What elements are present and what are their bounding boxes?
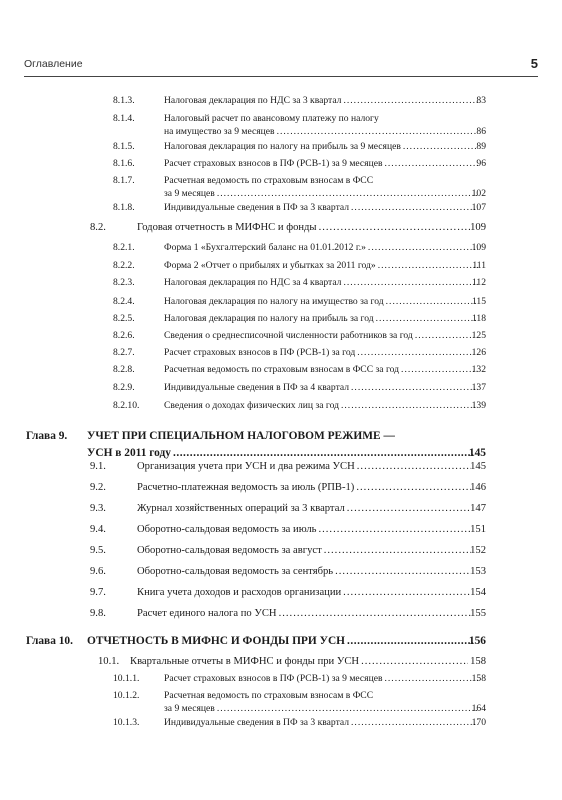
entry-number: 9.5. xyxy=(90,545,106,556)
entry-page-number: 89 xyxy=(476,141,486,152)
entry-number: 10.1.3. xyxy=(113,717,140,728)
entry-title-line: Индивидуальные сведения в ПФ за 4 квартал xyxy=(164,382,350,393)
dot-leader xyxy=(173,447,475,459)
dot-leader xyxy=(356,482,471,493)
entry-page-number: 102 xyxy=(471,188,486,199)
entry-page-number: 147 xyxy=(470,503,486,514)
dot-leader xyxy=(361,656,468,667)
entry-title xyxy=(164,673,480,686)
dot-leader xyxy=(279,608,471,619)
entry-title xyxy=(87,430,477,464)
entry-page-number: 112 xyxy=(471,277,486,288)
entry-page-number: 155 xyxy=(470,608,486,619)
entry-number: 8.2.7. xyxy=(113,347,135,358)
entry-number: 9.7. xyxy=(90,587,106,598)
entry-title-line: Журнал хозяйственных операций за 3 квартал xyxy=(137,503,345,514)
entry-number: 8.2.9. xyxy=(113,382,135,393)
entry-title-line: ОТЧЕТНОСТЬ В МИФНС И ФОНДЫ ПРИ УСН xyxy=(87,635,346,647)
entry-title-line: Форма 1 «Бухгалтерский баланс на 01.01.2012 г.» xyxy=(164,242,366,253)
entry-title xyxy=(164,202,480,215)
entry-number: 8.2.10. xyxy=(113,400,140,411)
dot-leader xyxy=(347,503,471,514)
entry-page-number: 96 xyxy=(476,158,486,169)
entry-title-line: УСН в 2011 году xyxy=(87,447,172,459)
entry-title-line: на имущество за 9 месяцев xyxy=(164,126,275,137)
entry-title xyxy=(164,260,480,273)
entry-title xyxy=(164,690,480,716)
entry-page-number: 146 xyxy=(470,482,486,493)
entry-number: 8.2.5. xyxy=(113,313,135,324)
entry-title-line: Книга учета доходов и расходов организации xyxy=(137,587,342,598)
entry-title-line: Налоговая декларация по налогу на прибыль за год xyxy=(164,313,374,324)
entry-title xyxy=(87,635,477,652)
entry-title xyxy=(137,503,473,517)
dot-leader xyxy=(357,461,471,472)
entry-title-line: Сведения о доходах физических лиц за год xyxy=(164,400,339,411)
entry-number: 8.1.8. xyxy=(113,202,135,213)
entry-number: 8.1.7. xyxy=(113,175,135,186)
entry-title-line: Сведения о среднесписочной численности работников за год xyxy=(164,330,413,341)
entry-title xyxy=(164,277,480,290)
entry-number: 8.2.4. xyxy=(113,296,135,307)
entry-title-line: Расчетно-платежная ведомость за июль (РПВ-1) xyxy=(137,482,355,493)
entry-title xyxy=(137,545,473,559)
entry-title xyxy=(137,461,473,475)
dot-leader xyxy=(217,188,478,199)
dot-leader xyxy=(217,703,478,714)
entry-title-line: Налоговая декларация по налогу на прибыль за 9 месяцев xyxy=(164,141,401,152)
entry-title-line: Оборотно-сальдовая ведомость за август xyxy=(137,545,322,556)
entry-title xyxy=(137,608,473,622)
entry-number: 10.1. xyxy=(98,656,120,667)
entry-title-line: Налоговая декларация по НДС за 4 квартал xyxy=(164,277,342,288)
entry-page-number: 126 xyxy=(471,347,486,358)
entry-title xyxy=(164,158,480,171)
entry-page-number: 132 xyxy=(471,364,486,375)
entry-title xyxy=(164,175,480,201)
entry-title-line: Оборотно-сальдовая ведомость за сентябрь xyxy=(137,566,334,577)
entry-title xyxy=(164,95,480,108)
dot-leader xyxy=(343,587,471,598)
entry-number: 8.2.8. xyxy=(113,364,135,375)
entry-title-line: Расчет единого налога по УСН xyxy=(137,608,277,619)
entry-number: 8.1.3. xyxy=(113,95,135,106)
entry-page-number: 158 xyxy=(470,656,486,667)
entry-number: 8.1.5. xyxy=(113,141,135,152)
entry-page-number: 83 xyxy=(476,95,486,106)
entry-title xyxy=(164,313,480,326)
entry-title xyxy=(137,482,473,496)
entry-title xyxy=(164,717,480,730)
entry-title xyxy=(164,113,480,139)
entry-title xyxy=(164,296,480,309)
entry-title-line: Расчетная ведомость по страховым взносам в ФСС xyxy=(164,690,374,701)
entry-number: 8.2.2. xyxy=(113,260,135,271)
entry-number: 8.2.3. xyxy=(113,277,135,288)
entry-page-number: 153 xyxy=(470,566,486,577)
entry-page-number: 145 xyxy=(468,447,486,459)
entry-page-number: 151 xyxy=(470,524,486,535)
entry-number: Глава 10. xyxy=(26,635,73,647)
entry-page-number: 139 xyxy=(471,400,486,411)
entry-title xyxy=(137,524,473,538)
entry-page-number: 164 xyxy=(471,703,486,714)
entry-title xyxy=(137,222,473,236)
entry-title-line: за 9 месяцев xyxy=(164,188,215,199)
entry-page-number: 170 xyxy=(471,717,486,728)
entry-page-number: 145 xyxy=(470,461,486,472)
entry-title-line: Форма 2 «Отчет о прибылях и убытках за 2011 год» xyxy=(164,260,376,271)
dot-leader xyxy=(277,126,478,137)
entry-number: 10.1.1. xyxy=(113,673,140,684)
entry-number: 9.1. xyxy=(90,461,106,472)
entry-page-number: 125 xyxy=(471,330,486,341)
entry-title xyxy=(137,566,473,580)
entry-title-line: УЧЕТ ПРИ СПЕЦИАЛЬНОМ НАЛОГОВОМ РЕЖИМЕ — xyxy=(87,430,395,442)
entry-title-line: Налоговая декларация по НДС за 3 квартал xyxy=(164,95,342,106)
entry-page-number: 115 xyxy=(471,296,486,307)
entry-number: 8.2.6. xyxy=(113,330,135,341)
entry-page-number: 111 xyxy=(472,260,486,271)
entry-title-line: Расчет страховых взносов в ПФ (РСВ-1) за 9 месяцев xyxy=(164,158,383,169)
entry-page-number: 158 xyxy=(471,673,486,684)
entry-title-line: Организация учета при УСН и два режима УСН xyxy=(137,461,355,472)
entry-title-line: Оборотно-сальдовая ведомость за июль xyxy=(137,524,317,535)
entry-page-number: 109 xyxy=(471,242,486,253)
entry-number: 8.2. xyxy=(90,222,106,233)
entry-title xyxy=(137,587,473,601)
entry-number: 8.1.6. xyxy=(113,158,135,169)
entry-title xyxy=(164,382,480,395)
entry-number: 8.1.4. xyxy=(113,113,135,124)
dot-leader xyxy=(335,566,471,577)
entry-title-line: за 9 месяцев xyxy=(164,703,215,714)
entry-number: 9.4. xyxy=(90,524,106,535)
entry-number: Глава 9. xyxy=(26,430,68,442)
entry-title-line: Налоговая декларация по налогу на имущество за год xyxy=(164,296,384,307)
section-title: Оглавление xyxy=(24,58,83,70)
entry-page-number: 137 xyxy=(471,382,486,393)
entry-number: 9.6. xyxy=(90,566,106,577)
entry-title-line: Индивидуальные сведения в ПФ за 3 квартал xyxy=(164,202,350,213)
entry-page-number: 118 xyxy=(471,313,486,324)
page-number: 5 xyxy=(530,56,538,71)
entry-title xyxy=(164,242,480,255)
entry-title xyxy=(164,400,480,413)
entry-number: 8.2.1. xyxy=(113,242,135,253)
entry-page-number: 107 xyxy=(471,202,486,213)
entry-number: 9.8. xyxy=(90,608,106,619)
dot-leader xyxy=(318,524,471,535)
dot-leader xyxy=(324,545,471,556)
entry-title xyxy=(130,656,470,670)
entry-title-line: Расчет страховых взносов в ПФ (РСВ-1) за год xyxy=(164,347,356,358)
entry-number: 9.2. xyxy=(90,482,106,493)
entry-page-number: 109 xyxy=(470,222,486,233)
entry-title-line: Налоговый расчет по авансовому платежу по налогу xyxy=(164,113,379,124)
entry-title-line: Годовая отчетность в МИФНС и фонды xyxy=(137,222,317,233)
entry-title xyxy=(164,364,480,377)
entry-page-number: 152 xyxy=(470,545,486,556)
entry-page-number: 154 xyxy=(470,587,486,598)
entry-page-number: 156 xyxy=(468,635,486,647)
entry-title-line: Расчетная ведомость по страховым взносам в ФСС xyxy=(164,175,374,186)
entry-title xyxy=(164,347,480,360)
entry-number: 10.1.2. xyxy=(113,690,140,701)
dot-leader xyxy=(319,222,471,233)
entry-title xyxy=(164,141,480,154)
entry-title-line: Квартальные отчеты в МИФНС и фонды при УСН xyxy=(130,656,360,667)
entry-title-line: Расчет страховых взносов в ПФ (РСВ-1) за 9 месяцев xyxy=(164,673,383,684)
entry-title-line: Расчетная ведомость по страховым взносам в ФСС за год xyxy=(164,364,400,375)
entry-title-line: Индивидуальные сведения в ПФ за 3 квартал xyxy=(164,717,350,728)
entry-title xyxy=(164,330,480,343)
entry-number: 9.3. xyxy=(90,503,106,514)
entry-page-number: 86 xyxy=(476,126,486,137)
